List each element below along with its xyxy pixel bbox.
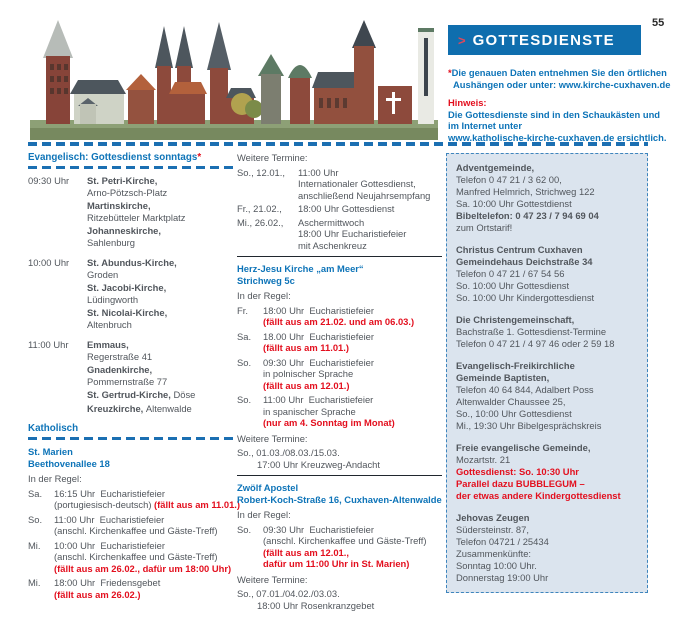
- termine-lines: [298, 217, 406, 252]
- community-entry: [456, 244, 641, 304]
- cancellation-note: (fällt aus am 12.01.,: [263, 546, 349, 558]
- schedule-lines: [263, 524, 426, 570]
- schedule-line: [263, 558, 426, 570]
- termine-dates: So., 01.03./08.03./15.03.: [237, 447, 340, 458]
- church-name: Herz-Jesu Kirche „am Meer“: [237, 263, 364, 274]
- church-location: Altenwalde: [145, 402, 192, 414]
- schedule-text: (anschl. Kirchenkaffee und Gäste-Treff): [54, 525, 218, 536]
- schedule-lines: [263, 331, 374, 354]
- church-entry: [87, 389, 195, 401]
- contact-line: Zusammenkünfte:: [456, 548, 532, 559]
- schedule-line: [54, 540, 231, 552]
- schedule-row: [28, 487, 241, 511]
- contact-line: Gemeinde Baptisten,: [456, 372, 550, 383]
- termine-line: mit Aschenkreuz: [298, 239, 367, 251]
- schedule-line: [263, 524, 426, 536]
- schedule-text: (anschl. Kirchenkaffee und Gäste-Treff): [263, 535, 427, 546]
- day-abbrev: Sa.: [28, 487, 43, 499]
- hinweis-url-line: www.katholische-kirche-cuxhaven.de ersichtlich.: [448, 131, 667, 143]
- church-entry: [87, 257, 177, 280]
- schedule-line: [263, 417, 395, 429]
- schedule-line: [54, 577, 160, 589]
- church-name: Emmaus,: [87, 339, 129, 350]
- contact-line: Freie evangelische Gemeinde,: [456, 442, 591, 453]
- contact-line: Telefon 0 47 21 / 67 54 56: [456, 268, 565, 279]
- contact-line: Die Christengemeinschaft,: [456, 314, 575, 325]
- arrow-icon: >: [458, 32, 466, 48]
- contact-line: Bibeltelefon: 0 47 23 / 7 94 69 04: [456, 210, 599, 221]
- termine-date: So., 12.01.,: [237, 166, 285, 178]
- contact-line: zum Ortstarif!: [456, 222, 513, 233]
- church-entry: [87, 364, 195, 387]
- regel-label: In der Regel:: [237, 509, 291, 520]
- divider-dashed: [28, 142, 648, 146]
- divider-rule: [237, 475, 442, 476]
- schedule-line: [263, 305, 414, 317]
- schedule-row: [237, 305, 446, 328]
- schedule-line: [54, 551, 231, 563]
- contact-line: Gottesdienst: So. 10:30 Uhr: [456, 466, 579, 477]
- schedule-line: [263, 342, 374, 354]
- termine-item: [237, 217, 446, 252]
- church-name: Martinskirche,: [87, 200, 151, 211]
- church-entry: [87, 282, 177, 305]
- church-name: St. Petri-Kirche,: [87, 175, 158, 186]
- weitere-termine-label: Weitere Termine:: [237, 432, 308, 444]
- evangelisch-heading: Evangelisch: Gottesdienst sonntags*: [28, 152, 202, 163]
- section-title-banner: [448, 25, 641, 55]
- day-abbrev: Mi.: [28, 539, 41, 551]
- church-name: St. Gertrud-Kirche,: [87, 389, 174, 400]
- church-entry: [87, 307, 177, 330]
- schedule-row: [28, 577, 233, 600]
- church-address: Strichweg 5c: [237, 274, 295, 286]
- church-name: Kreuzkirche,: [87, 402, 146, 414]
- schedule-text: in polnischer Sprache: [263, 368, 354, 379]
- schedule-line: [54, 563, 231, 575]
- schedule-line: [263, 535, 426, 547]
- schedule-line: [263, 380, 374, 392]
- church-location: Döse: [173, 389, 196, 400]
- church-entry: [87, 225, 185, 248]
- schedule-lines: [54, 577, 160, 600]
- divider-dashed: [28, 166, 233, 169]
- termine-date: Mi., 26.02.,: [237, 216, 284, 228]
- church-name: St. Jacobi-Kirche,: [87, 282, 167, 293]
- contact-line: Christus Centrum Cuxhaven: [456, 244, 583, 255]
- schedule-text: 16:15 Uhr Eucharistiefeier: [54, 487, 165, 499]
- hinweis-line1: Die Gottesdienste sind in den Schaukästen und: [448, 108, 661, 120]
- cancellation-note: (fällt aus am 21.02. und am 06.03.): [263, 316, 415, 327]
- column-evangelisch-katholisch: [28, 152, 241, 603]
- church-st-marien: [28, 446, 233, 469]
- schedule-lines: [54, 540, 231, 575]
- schedule-line: [263, 547, 426, 559]
- church-location: Arno-Pötzsch-Platz: [87, 186, 168, 198]
- schedule-text: (anschl. Kirchenkaffee und Gäste-Treff): [54, 551, 218, 562]
- cancellation-note: (fällt aus am 12.01.): [263, 379, 350, 391]
- service-time: 11:00 Uhr: [28, 339, 69, 350]
- schedule-text: 18.00 Uhr Eucharistiefeier: [263, 330, 374, 342]
- church-location: Lüdingworth: [87, 293, 139, 305]
- regel-label: In der Regel:: [28, 473, 82, 484]
- page-number: 55: [652, 17, 665, 29]
- schedule-text: 09:30 Uhr Eucharistiefeier: [263, 523, 374, 535]
- schedule-row: [237, 394, 446, 429]
- termine-line: 18:00 Uhr Eucharistiefeier: [298, 228, 407, 239]
- divider-dashed: [28, 437, 233, 440]
- schedule-line: [263, 368, 374, 380]
- schedule-lines: [54, 488, 240, 511]
- contact-line: So. 10:00 Uhr Kindergottesdienst: [456, 292, 595, 303]
- church-address: Robert-Koch-Straße 16, Cuxhaven-Altenwalde: [237, 493, 442, 505]
- service-time-group: [28, 175, 233, 250]
- schedule-line: [263, 357, 374, 369]
- schedule-line: [54, 589, 160, 601]
- churches-panorama-image: [30, 16, 438, 140]
- schedule-text: 10:00 Uhr Eucharistiefeier: [54, 539, 165, 551]
- church-location: Pommernstraße 77: [87, 375, 168, 387]
- contact-line: So. 10:00 Uhr Gottesdienst: [456, 280, 570, 291]
- weitere-termine-label: Weitere Termine:: [237, 573, 308, 585]
- community-entry: [456, 360, 641, 432]
- contact-line: Adventgemeinde,: [456, 162, 535, 173]
- page-title: GOTTESDIENSTE: [472, 31, 615, 49]
- termine-item: [237, 203, 446, 215]
- day-abbrev: So.: [28, 513, 43, 525]
- schedule-line: [54, 525, 217, 537]
- contact-line: Südersteinstr. 87,: [456, 524, 529, 535]
- church-entry: [87, 175, 185, 198]
- church-zwoelf-apostel: [237, 482, 446, 505]
- cancellation-note: (fällt aus am 11.01.): [263, 342, 349, 353]
- contact-line: Donnerstag 19:00 Uhr: [456, 572, 549, 583]
- footnote-line2: Aushängen oder unter: www.kirche-cuxhaven.de: [453, 78, 671, 90]
- community-entry: [456, 314, 641, 350]
- termine-detail: 17:00 Uhr Kreuzweg-Andacht: [257, 458, 380, 470]
- schedule-row: [28, 514, 233, 537]
- contact-line: Sonntag 10:00 Uhr.: [456, 560, 537, 571]
- community-entry: [456, 512, 641, 584]
- schedule-text: 11:00 Uhr Eucharistiefeier: [263, 394, 374, 405]
- column-weitere-termine: [237, 152, 446, 611]
- church-herz-jesu: [237, 263, 446, 286]
- contact-line: Bachstraße 1. Gottesdienst-Termine: [456, 326, 607, 337]
- hinweis-note: [448, 97, 668, 143]
- st-marien-schedule: [28, 487, 241, 601]
- termine-line: anschließend Neujahrsempfang: [298, 189, 431, 201]
- divider-rule: [237, 256, 442, 257]
- cancellation-note: (fällt aus am 11.01.): [154, 499, 241, 510]
- service-time: 10:00 Uhr: [28, 257, 70, 268]
- cancellation-note: (fällt aus am 26.02., dafür um 18:00 Uhr): [54, 562, 232, 574]
- termine-dates: So., 07.01./04.02./03.03.: [237, 588, 340, 599]
- contact-line: der etwas andere Kindergottesdienst: [456, 490, 621, 501]
- termine-line: Aschermittwoch: [298, 216, 365, 228]
- day-abbrev: So.: [237, 356, 252, 368]
- schedule-lines: [263, 305, 414, 328]
- schedule-line: [54, 488, 240, 500]
- schedule-text: in spanischer Sprache: [263, 405, 356, 417]
- church-name: Johanneskirche,: [87, 225, 161, 236]
- churches-panorama-graphic: [30, 16, 438, 140]
- church-name: Gnadenkirche,: [87, 364, 153, 375]
- church-location: Ritzebütteler Marktplatz: [87, 211, 186, 223]
- community-entry: [456, 442, 641, 502]
- contact-line: Parallel dazu BUBBLEGUM –: [456, 478, 585, 489]
- cancellation-note: (fällt aus am 26.02.): [54, 588, 141, 600]
- service-time-group: [28, 339, 233, 416]
- termine-detail: 18:00 Uhr Rosenkranzgebet: [257, 599, 375, 611]
- zwoelf-apostel-schedule: [237, 524, 446, 570]
- church-location: Regerstraße 41: [87, 350, 153, 362]
- community-entry: [456, 162, 641, 234]
- day-abbrev: Sa.: [237, 330, 252, 342]
- asterisk: *: [448, 67, 452, 78]
- day-abbrev: So.: [237, 394, 252, 405]
- church-entry: [87, 200, 185, 223]
- church-list: [87, 175, 185, 250]
- sunday-services-list: [28, 175, 233, 416]
- day-abbrev: Fr.: [237, 304, 248, 316]
- schedule-lines: [263, 357, 374, 392]
- schedule-line: [263, 316, 414, 328]
- termine-lines: [298, 167, 430, 202]
- schedule-line: [263, 406, 395, 418]
- footnote-line1: Die genauen Daten entnehmen Sie den örtlichen: [451, 67, 667, 78]
- church-location: Altenbruch: [87, 318, 132, 330]
- hinweis-line2: im Internet unter: [448, 120, 522, 131]
- schedule-line: [263, 394, 395, 406]
- regel-label: In der Regel:: [237, 290, 291, 301]
- schedule-row: [28, 540, 233, 575]
- church-name: Zwölf Apostel: [237, 482, 299, 493]
- church-location: Sahlenburg: [87, 236, 135, 248]
- schedule-text: 09:30 Uhr Eucharistiefeier: [263, 356, 374, 368]
- church-name: St. Nicolai-Kirche,: [87, 307, 168, 318]
- termine-date: Fr., 21.02.,: [237, 203, 282, 214]
- contact-line: Manfred Helmrich, Strichweg 122: [456, 186, 595, 197]
- asterisk: *: [197, 152, 202, 163]
- schedule-line: [263, 331, 374, 343]
- church-location: Groden: [87, 268, 119, 280]
- herz-jesu-schedule: [237, 305, 446, 429]
- church-name: St. Marien: [28, 446, 73, 457]
- schedule-row: [237, 331, 446, 354]
- contact-line: Telefon 40 64 844, Adalbert Poss: [456, 384, 594, 395]
- katholisch-heading: Katholisch: [28, 423, 79, 434]
- contact-line: Telefon 0 47 21 / 4 97 46 oder 2 59 18: [456, 338, 615, 349]
- cancellation-note: dafür um 11:00 Uhr in St. Marien): [263, 558, 410, 569]
- schedule-lines: [54, 514, 217, 537]
- footnote: [448, 67, 671, 90]
- schedule-line: [54, 499, 240, 511]
- church-list: [87, 257, 177, 332]
- day-abbrev: Mi.: [28, 577, 41, 588]
- church-list: [87, 339, 195, 416]
- termine-lines: [298, 203, 394, 215]
- church-name: St. Abundus-Kirche,: [87, 257, 177, 268]
- church-address: Beethovenallee 18: [28, 457, 110, 469]
- contact-line: Altenwalder Chaussee 25,: [456, 396, 566, 407]
- hinweis-label: Hinweis:: [448, 97, 487, 108]
- schedule-text: (portugiesisch-deutsch): [54, 499, 155, 510]
- contact-line: Sa. 10:00 Uhr Gottestdienst: [456, 198, 572, 209]
- schedule-text: 18:00 Uhr Eucharistiefeier: [263, 304, 374, 316]
- schedule-row: [237, 357, 446, 392]
- other-communities-box: [446, 153, 648, 593]
- contact-line: Jehovas Zeugen: [456, 512, 530, 523]
- contact-line: So., 10:00 Uhr Gottesdienst: [456, 408, 572, 419]
- contact-line: Evangelisch-Freikirchliche: [456, 360, 575, 371]
- service-time-group: [28, 257, 233, 332]
- church-entry: [87, 339, 195, 362]
- termine-line: 11:00 Uhr: [298, 166, 339, 178]
- schedule-line: [54, 514, 217, 526]
- schedule-text: 18:00 Uhr Friedensgebet: [54, 577, 161, 588]
- schedule-row: [237, 524, 446, 570]
- church-entry: [87, 403, 195, 415]
- weitere-termine-label: Weitere Termine:: [237, 152, 308, 163]
- contact-line: Mozartstr. 21: [456, 454, 511, 465]
- service-time: 09:30 Uhr: [28, 175, 70, 186]
- contact-line: Mi., 19:30 Uhr Bibelgesprächskreis: [456, 420, 602, 431]
- cancellation-note: (nur am 4. Sonntag im Monat): [263, 417, 395, 428]
- contact-line: Gemeindehaus Deichstraße 34: [456, 256, 593, 267]
- termine-line: 18:00 Uhr Gottesdienst: [298, 203, 395, 214]
- day-abbrev: So.: [237, 523, 252, 535]
- contact-line: Telefon 04721 / 25434: [456, 536, 549, 547]
- schedule-lines: [263, 394, 395, 429]
- contact-line: Telefon 0 47 21 / 3 62 00,: [456, 174, 562, 185]
- termine-line: Internationaler Gottesdienst,: [298, 178, 416, 189]
- termine-item: [237, 167, 446, 202]
- communities-list: [456, 162, 641, 584]
- weitere-termine-list: [237, 167, 446, 252]
- schedule-text: 11:00 Uhr Eucharistiefeier: [54, 513, 165, 525]
